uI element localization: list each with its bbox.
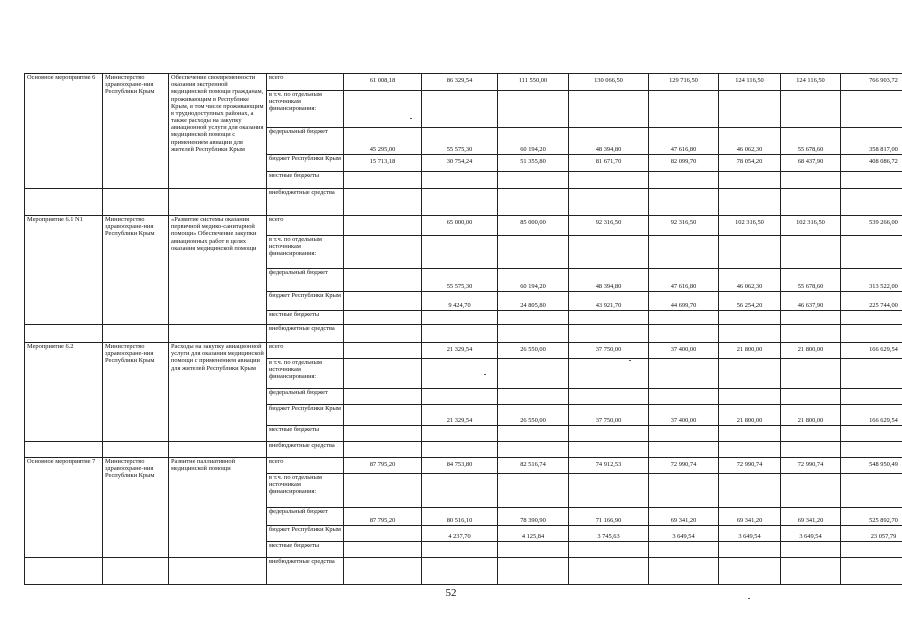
- amount-cell: [569, 426, 649, 442]
- amount-cell: [344, 526, 422, 542]
- empty-cell: [25, 558, 103, 585]
- amount-cell: 71 166,90: [569, 508, 649, 526]
- amount-cell: [781, 558, 841, 585]
- amount-cell: 48 394,80: [569, 269, 649, 292]
- event-cell: Мероприятие 6.2: [25, 343, 103, 442]
- funding-source-cell: бюджет Республики Крым: [267, 405, 344, 426]
- amount-cell: 21 800,00: [719, 343, 781, 359]
- amount-cell: 92 316,50: [649, 216, 719, 236]
- amount-cell: [344, 359, 422, 389]
- amount-cell: [344, 216, 422, 236]
- amount-cell: [344, 292, 422, 311]
- amount-cell: [781, 474, 841, 508]
- amount-cell: [344, 325, 422, 343]
- funding-source-cell: местные бюджеты: [267, 172, 344, 189]
- amount-cell: [569, 558, 649, 585]
- amount-cell: [569, 474, 649, 508]
- amount-cell: 21 800,00: [781, 405, 841, 426]
- amount-cell: 60 194,20: [498, 128, 569, 155]
- funding-source-cell: федеральный бюджет: [267, 128, 344, 155]
- amount-cell: [498, 311, 569, 325]
- amount-cell: 65 000,00: [422, 216, 498, 236]
- amount-cell: [781, 189, 841, 216]
- amount-cell: [841, 558, 902, 585]
- amount-cell: [569, 311, 649, 325]
- amount-cell: 102 316,50: [781, 216, 841, 236]
- amount-cell: 130 066,50: [569, 74, 649, 91]
- amount-cell: [841, 91, 902, 128]
- description-cell: «Развитие системы оказания первичной медико-санитарной помощи» Обеспечение закупки авиационных работ в целях оказания медицинской помощи: [169, 216, 267, 325]
- amount-cell: 3 745,63: [569, 526, 649, 542]
- amount-cell: 87 795,20: [344, 458, 422, 474]
- amount-cell: [719, 389, 781, 405]
- amount-cell: [781, 542, 841, 558]
- amount-cell: [841, 359, 902, 389]
- amount-cell: [422, 236, 498, 269]
- amount-cell: 87 795,20: [344, 508, 422, 526]
- amount-cell: 26 550,00: [498, 343, 569, 359]
- funding-source-cell: внебюджетные средства: [267, 325, 344, 343]
- amount-cell: [841, 542, 902, 558]
- funding-source-cell: местные бюджеты: [267, 426, 344, 442]
- amount-cell: 46 062,30: [719, 128, 781, 155]
- funding-source-cell: бюджет Республики Крым: [267, 292, 344, 311]
- amount-cell: 313 522,00: [841, 269, 902, 292]
- table-row: [25, 442, 902, 458]
- amount-cell: 60 194,20: [498, 269, 569, 292]
- table-row: [25, 558, 902, 585]
- amount-cell: 9 424,70: [422, 292, 498, 311]
- table-row: [25, 325, 902, 343]
- empty-cell: [103, 189, 169, 216]
- table-row: [25, 343, 902, 359]
- executor-cell: Министерство здравоохране-ния Республики Крым: [103, 458, 169, 558]
- amount-cell: [841, 325, 902, 343]
- scan-speck: [629, 360, 631, 361]
- amount-cell: 539 266,00: [841, 216, 902, 236]
- amount-cell: [569, 325, 649, 343]
- amount-cell: [498, 172, 569, 189]
- amount-cell: 84 753,80: [422, 458, 498, 474]
- amount-cell: [422, 426, 498, 442]
- amount-cell: [422, 172, 498, 189]
- funding-source-cell: внебюджетные средства: [267, 558, 344, 585]
- amount-cell: [841, 389, 902, 405]
- amount-cell: [719, 172, 781, 189]
- funding-source-cell: федеральный бюджет: [267, 389, 344, 405]
- funding-source-cell: в т.ч. по отдельным источникам финансирования:: [267, 236, 344, 269]
- amount-cell: [344, 474, 422, 508]
- amount-cell: [498, 236, 569, 269]
- budget-table: [24, 73, 902, 585]
- amount-cell: 55 678,60: [781, 128, 841, 155]
- amount-cell: 81 671,70: [569, 155, 649, 172]
- funding-source-cell: федеральный бюджет: [267, 508, 344, 526]
- amount-cell: [649, 236, 719, 269]
- table-row: [25, 74, 902, 91]
- amount-cell: [569, 172, 649, 189]
- amount-cell: [498, 189, 569, 216]
- amount-cell: [841, 236, 902, 269]
- amount-cell: 69 341,20: [719, 508, 781, 526]
- amount-cell: [498, 325, 569, 343]
- amount-cell: 69 341,20: [649, 508, 719, 526]
- amount-cell: 37 400,00: [649, 405, 719, 426]
- executor-cell: Министерство здравоохране-ния Республики Крым: [103, 74, 169, 189]
- executor-cell: Министерство здравоохране-ния Республики Крым: [103, 343, 169, 442]
- amount-cell: 43 921,70: [569, 292, 649, 311]
- funding-source-cell: всего: [267, 343, 344, 359]
- amount-cell: [649, 311, 719, 325]
- amount-cell: 44 699,70: [649, 292, 719, 311]
- amount-cell: 24 805,80: [498, 292, 569, 311]
- empty-cell: [25, 189, 103, 216]
- amount-cell: 3 649,54: [649, 526, 719, 542]
- amount-cell: 21 329,54: [422, 405, 498, 426]
- funding-source-cell: бюджет Республики Крым: [267, 155, 344, 172]
- amount-cell: 72 990,74: [719, 458, 781, 474]
- amount-cell: 525 892,70: [841, 508, 902, 526]
- scan-speck: [484, 374, 486, 375]
- amount-cell: [781, 426, 841, 442]
- amount-cell: 47 616,80: [649, 128, 719, 155]
- description-cell: Развитие паллиативной медицинской помощи: [169, 458, 267, 558]
- amount-cell: [781, 236, 841, 269]
- funding-source-cell: внебюджетные средства: [267, 442, 344, 458]
- amount-cell: 56 254,20: [719, 292, 781, 311]
- event-cell: Основное мероприятие 6: [25, 74, 103, 189]
- empty-cell: [25, 442, 103, 458]
- amount-cell: [422, 359, 498, 389]
- amount-cell: 92 316,50: [569, 216, 649, 236]
- empty-cell: [169, 442, 267, 458]
- funding-source-cell: в т.ч. по отдельным источникам финансирования:: [267, 91, 344, 128]
- amount-cell: [344, 442, 422, 458]
- amount-cell: [344, 236, 422, 269]
- amount-cell: [781, 389, 841, 405]
- amount-cell: 4 237,70: [422, 526, 498, 542]
- amount-cell: 55 575,30: [422, 269, 498, 292]
- amount-cell: [841, 311, 902, 325]
- amount-cell: [422, 442, 498, 458]
- table-row: [25, 216, 902, 236]
- amount-cell: [719, 542, 781, 558]
- amount-cell: [344, 91, 422, 128]
- amount-cell: 51 355,80: [498, 155, 569, 172]
- amount-cell: [569, 91, 649, 128]
- amount-cell: 61 008,18: [344, 74, 422, 91]
- empty-cell: [169, 189, 267, 216]
- funding-source-cell: местные бюджеты: [267, 311, 344, 325]
- amount-cell: [344, 426, 422, 442]
- amount-cell: 80 516,10: [422, 508, 498, 526]
- empty-cell: [103, 442, 169, 458]
- amount-cell: 21 800,00: [781, 343, 841, 359]
- funding-source-cell: местные бюджеты: [267, 542, 344, 558]
- funding-source-cell: федеральный бюджет: [267, 269, 344, 292]
- amount-cell: [719, 359, 781, 389]
- amount-cell: [719, 311, 781, 325]
- amount-cell: 102 316,50: [719, 216, 781, 236]
- amount-cell: [649, 426, 719, 442]
- executor-cell: Министерство здравоохране-ния Республики Крым: [103, 216, 169, 325]
- amount-cell: [569, 236, 649, 269]
- amount-cell: 47 616,80: [649, 269, 719, 292]
- amount-cell: 46 062,30: [719, 269, 781, 292]
- amount-cell: 166 629,54: [841, 343, 902, 359]
- amount-cell: [422, 542, 498, 558]
- amount-cell: [498, 558, 569, 585]
- amount-cell: [719, 474, 781, 508]
- amount-cell: 78 054,20: [719, 155, 781, 172]
- empty-cell: [103, 558, 169, 585]
- amount-cell: [498, 542, 569, 558]
- amount-cell: [569, 442, 649, 458]
- amount-cell: 124 116,50: [719, 74, 781, 91]
- amount-cell: [422, 325, 498, 343]
- amount-cell: 23 057,79: [841, 526, 902, 542]
- amount-cell: 78 390,90: [498, 508, 569, 526]
- amount-cell: [841, 189, 902, 216]
- amount-cell: [841, 474, 902, 508]
- amount-cell: [841, 426, 902, 442]
- amount-cell: [649, 172, 719, 189]
- funding-source-cell: в т.ч. по отдельным источникам финансирования:: [267, 359, 344, 389]
- amount-cell: [344, 558, 422, 585]
- amount-cell: 30 754,24: [422, 155, 498, 172]
- amount-cell: [649, 359, 719, 389]
- amount-cell: 124 116,50: [781, 74, 841, 91]
- amount-cell: [649, 91, 719, 128]
- amount-cell: [719, 442, 781, 458]
- amount-cell: [781, 325, 841, 343]
- amount-cell: 26 550,00: [498, 405, 569, 426]
- amount-cell: [649, 558, 719, 585]
- empty-cell: [103, 325, 169, 343]
- funding-source-cell: внебюджетные средства: [267, 189, 344, 216]
- funding-source-cell: всего: [267, 216, 344, 236]
- amount-cell: [781, 91, 841, 128]
- amount-cell: 69 341,20: [781, 508, 841, 526]
- amount-cell: 21 800,00: [719, 405, 781, 426]
- amount-cell: [344, 189, 422, 216]
- amount-cell: [719, 325, 781, 343]
- table-row: [25, 458, 902, 474]
- amount-cell: 408 086,72: [841, 155, 902, 172]
- amount-cell: [719, 189, 781, 216]
- amount-cell: [841, 442, 902, 458]
- amount-cell: [781, 359, 841, 389]
- amount-cell: [649, 189, 719, 216]
- amount-cell: 55 678,60: [781, 269, 841, 292]
- amount-cell: [498, 389, 569, 405]
- amount-cell: 46 637,90: [781, 292, 841, 311]
- amount-cell: 37 750,00: [569, 405, 649, 426]
- amount-cell: 86 329,54: [422, 74, 498, 91]
- amount-cell: [498, 91, 569, 128]
- amount-cell: [781, 311, 841, 325]
- page-number: 52: [445, 587, 457, 599]
- funding-source-cell: в т.ч. по отдельным источникам финансирования:: [267, 474, 344, 508]
- amount-cell: [422, 474, 498, 508]
- event-cell: Мероприятие 6.1 N1: [25, 216, 103, 325]
- amount-cell: 48 394,80: [569, 128, 649, 155]
- amount-cell: 82 099,70: [649, 155, 719, 172]
- amount-cell: [649, 389, 719, 405]
- amount-cell: 225 744,00: [841, 292, 902, 311]
- amount-cell: [719, 91, 781, 128]
- amount-cell: [422, 91, 498, 128]
- amount-cell: [569, 389, 649, 405]
- amount-cell: [344, 542, 422, 558]
- amount-cell: [422, 389, 498, 405]
- amount-cell: 358 817,00: [841, 128, 902, 155]
- amount-cell: [344, 343, 422, 359]
- amount-cell: 37 750,00: [569, 343, 649, 359]
- amount-cell: [344, 311, 422, 325]
- amount-cell: [498, 426, 569, 442]
- amount-cell: [344, 405, 422, 426]
- amount-cell: [841, 172, 902, 189]
- amount-cell: 3 649,54: [781, 526, 841, 542]
- amount-cell: [649, 442, 719, 458]
- amount-cell: [344, 172, 422, 189]
- amount-cell: [569, 359, 649, 389]
- funding-source-cell: бюджет Республики Крым: [267, 526, 344, 542]
- amount-cell: [344, 389, 422, 405]
- amount-cell: 68 437,90: [781, 155, 841, 172]
- amount-cell: 129 716,50: [649, 74, 719, 91]
- amount-cell: [422, 558, 498, 585]
- amount-cell: 4 125,84: [498, 526, 569, 542]
- funding-source-cell: всего: [267, 458, 344, 474]
- amount-cell: [422, 189, 498, 216]
- amount-cell: 21 329,54: [422, 343, 498, 359]
- empty-cell: [169, 558, 267, 585]
- amount-cell: [344, 269, 422, 292]
- amount-cell: 55 575,30: [422, 128, 498, 155]
- amount-cell: [719, 558, 781, 585]
- amount-cell: 85 000,00: [498, 216, 569, 236]
- amount-cell: 166 629,54: [841, 405, 902, 426]
- amount-cell: [781, 442, 841, 458]
- amount-cell: [569, 189, 649, 216]
- empty-cell: [25, 325, 103, 343]
- amount-cell: 82 516,74: [498, 458, 569, 474]
- amount-cell: [498, 474, 569, 508]
- amount-cell: 37 400,00: [649, 343, 719, 359]
- amount-cell: 72 990,74: [649, 458, 719, 474]
- amount-cell: [498, 359, 569, 389]
- event-cell: Основное мероприятие 7: [25, 458, 103, 558]
- amount-cell: [569, 542, 649, 558]
- amount-cell: 766 903,72: [841, 74, 902, 91]
- amount-cell: [498, 442, 569, 458]
- amount-cell: 15 713,18: [344, 155, 422, 172]
- amount-cell: [649, 542, 719, 558]
- amount-cell: [719, 236, 781, 269]
- empty-cell: [169, 325, 267, 343]
- amount-cell: 45 295,00: [344, 128, 422, 155]
- amount-cell: [781, 172, 841, 189]
- description-cell: Расходы на закупку авиационной услуги для оказания медицинской помощи с применением авиации для жителей Республики Крым: [169, 343, 267, 442]
- description-cell: Обеспечение своевременности оказания экстренной медицинской помощи гражданам, проживающим в Республике Крым, в том числе проживающим в труднодоступных районах, а также расходы на закупку авиационной услуги для оказания медицинской помощи с применением авиации для жителей Республики Крым: [169, 74, 267, 189]
- amount-cell: [422, 311, 498, 325]
- scan-speck: [748, 598, 750, 599]
- amount-cell: [649, 474, 719, 508]
- amount-cell: [649, 325, 719, 343]
- amount-cell: 111 550,00: [498, 74, 569, 91]
- scan-speck: [410, 118, 412, 119]
- funding-source-cell: всего: [267, 74, 344, 91]
- amount-cell: 74 912,53: [569, 458, 649, 474]
- amount-cell: 72 990,74: [781, 458, 841, 474]
- table-row: [25, 189, 902, 216]
- amount-cell: [719, 426, 781, 442]
- amount-cell: 3 649,54: [719, 526, 781, 542]
- amount-cell: 548 950,49: [841, 458, 902, 474]
